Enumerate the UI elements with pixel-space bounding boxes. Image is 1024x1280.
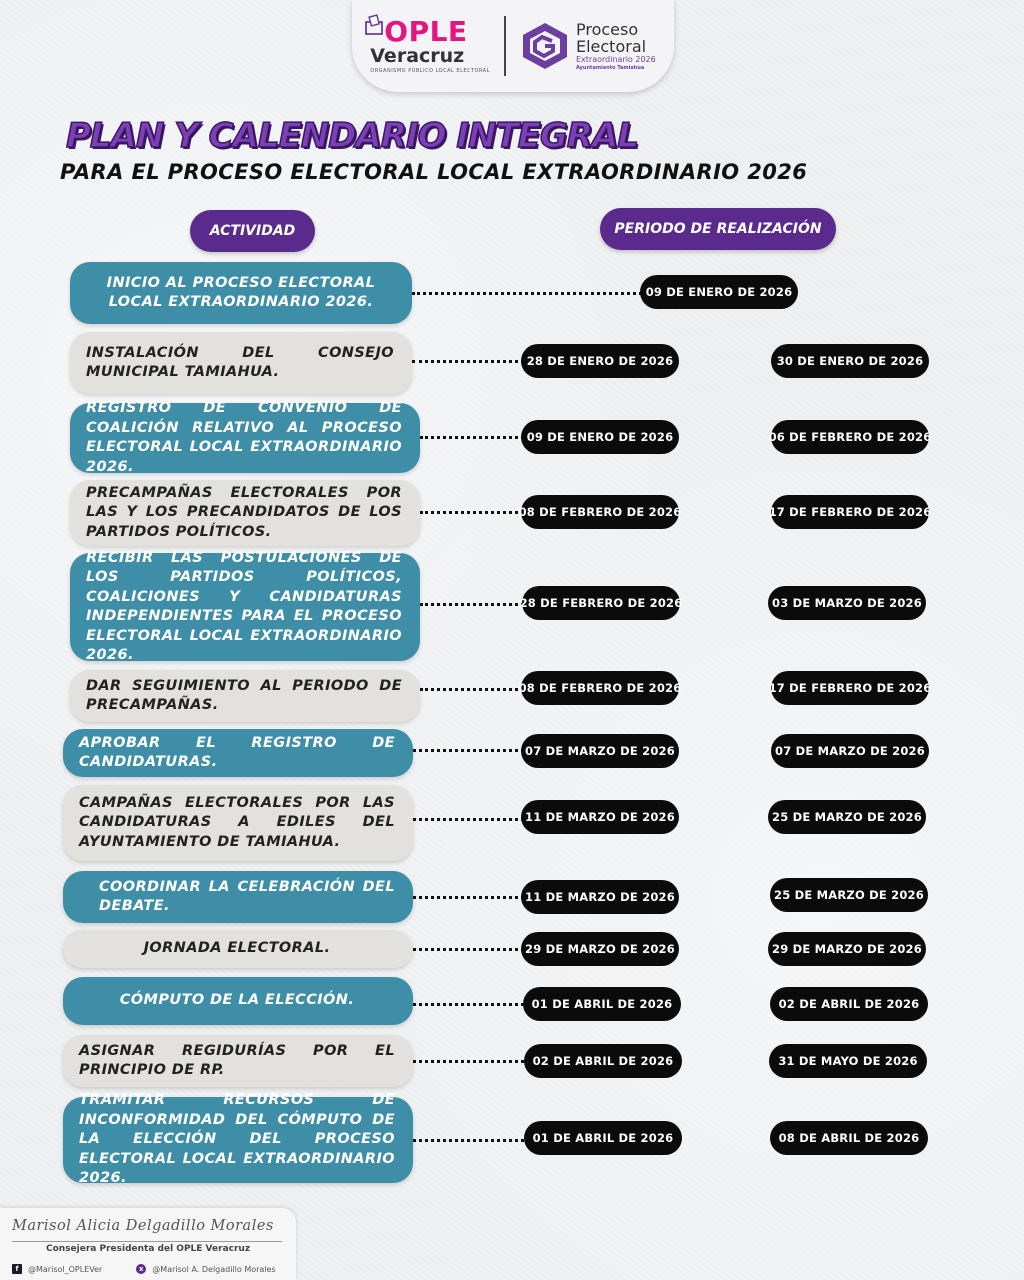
pe-line3: Extraordinario 2026 [575,54,656,64]
activity-row-2: REGISTRO DE CONVENIO DE COALICIÓN RELATIVO AL PROCESO ELECTORAL LOCAL EXTRAORDINARIO 2026. [70,403,420,473]
page-subtitle: PARA EL PROCESO ELECTORAL LOCAL EXTRAORDINARIO 2026 [60,160,808,184]
activity-row-0: INICIO AL PROCESO ELECTORAL LOCAL EXTRAORDINARIO 2026. [70,262,412,324]
ballot-box-icon [364,14,386,36]
activity-row-8: COORDINAR LA CELEBRACIÓN DEL DEBATE. [63,871,413,923]
ople-state: Veracruz [370,45,465,67]
activity-row-9: JORNADA ELECTORAL. [63,930,413,968]
date-start-row-6: 07 DE MARZO DE 2026 [521,734,679,768]
date-end-row-1: 30 DE ENERO DE 2026 [771,344,929,378]
proceso-electoral-emblem-icon [520,21,570,71]
logo-divider [504,16,506,76]
ople-word: OPLE [384,15,468,48]
date-start-row-2: 09 DE ENERO DE 2026 [521,420,679,454]
social-network-icon: x [136,1264,146,1274]
date-start-row-4: 28 DE FEBRERO DE 2026 [522,586,680,620]
date-start-row-8: 11 DE MARZO DE 2026 [521,880,679,914]
date-start-row-9: 29 DE MARZO DE 2026 [521,932,679,966]
pe-line2: Electoral [575,36,647,56]
date-end-row-8: 25 DE MARZO DE 2026 [770,878,928,912]
date-start-row-12: 01 DE ABRIL DE 2026 [524,1121,682,1155]
ople-tagline: ORGANISMO PÚBLICO LOCAL ELECTORAL [370,68,490,74]
date-start-row-7: 11 DE MARZO DE 2026 [521,800,679,834]
activity-row-11: ASIGNAR REGIDURÍAS POR EL PRINCIPIO DE RP. [63,1035,413,1087]
header-logo-pill [352,0,674,92]
date-start-row-3: 08 DE FEBRERO DE 2026 [521,495,679,529]
column-header-activity: ACTIVIDAD [190,210,315,252]
activity-row-3: PRECAMPAÑAS ELECTORALES POR LAS Y LOS PRECANDIDATOS DE LOS PARTIDOS POLÍTICOS. [70,480,420,546]
facebook-handle[interactable]: @Marisol_OPLEVer [28,1264,103,1274]
connector-row-4 [420,603,524,606]
signature-line [12,1241,282,1242]
date-end-row-2: 06 DE FEBRERO DE 2026 [771,420,929,454]
activity-row-7: CAMPAÑAS ELECTORALES POR LAS CANDIDATURAS A EDILES DEL AYUNTAMIENTO DE TAMIAHUA. [63,785,413,861]
connector-row-10 [413,1003,524,1006]
date-end-row-11: 31 DE MAYO DE 2026 [769,1044,927,1078]
connector-row-11 [413,1060,524,1063]
connector-row-8 [413,896,524,899]
ople-logo [370,15,490,74]
page-title: PLAN Y CALENDARIO INTEGRAL [66,116,638,156]
signature-name: Marisol Alicia Delgadillo Morales [12,1218,274,1234]
date-start-row-1: 28 DE ENERO DE 2026 [521,344,679,378]
date-start-row-5: 08 DE FEBRERO DE 2026 [521,671,679,705]
activity-row-6: APROBAR EL REGISTRO DE CANDIDATURAS. [63,729,413,777]
signature-card [0,1208,296,1280]
date-end-row-5: 17 DE FEBRERO DE 2026 [771,671,929,705]
activity-row-5: DAR SEGUIMIENTO AL PERIODO DE PRECAMPAÑAS. [70,670,420,722]
connector-row-9 [413,948,524,951]
connector-row-7 [413,818,524,821]
date-start-row-11: 02 DE ABRIL DE 2026 [524,1044,682,1078]
social-links [12,1264,276,1274]
date-start-row-0: 09 DE ENERO DE 2026 [640,275,798,309]
activity-row-10: CÓMPUTO DE LA ELECCIÓN. [63,977,413,1025]
connector-row-5 [420,688,524,691]
connector-row-2 [420,436,524,439]
date-end-row-7: 25 DE MARZO DE 2026 [768,800,926,834]
date-end-row-12: 08 DE ABRIL DE 2026 [770,1121,928,1155]
social-handle[interactable]: @Marisol A. Delgadillo Morales [152,1264,276,1274]
pe-line4: Ayuntamiento Tamiahua [575,64,645,71]
activity-row-1: INSTALACIÓN DEL CONSEJO MUNICIPAL TAMIAHUA. [70,332,412,394]
facebook-icon: f [12,1264,22,1274]
activity-row-12: TRAMITAR RECURSOS DE INCONFORMIDAD DEL CÓMPUTO DE LA ELECCIÓN DEL PROCESO ELECTORAL LOCAL EXTRAORDINARIO 2026. [63,1097,413,1183]
proceso-electoral-logo [520,21,656,72]
date-start-row-10: 01 DE ABRIL DE 2026 [523,987,681,1021]
signature-role: Consejera Presidenta del OPLE Veracruz [46,1244,251,1254]
connector-row-12 [413,1139,524,1142]
connector-row-3 [420,511,524,514]
date-end-row-6: 07 DE MARZO DE 2026 [771,734,929,768]
column-header-period: PERIODO DE REALIZACIÓN [600,208,836,250]
pe-line1: Proceso [575,19,639,39]
activity-row-4: RECIBIR LAS POSTULACIONES DE LOS PARTIDOS POLÍTICOS, COALICIONES Y CANDIDATURAS INDEPENDIENTES PARA EL PROCESO ELECTORAL LOCAL EXTRAORDINARIO 2026. [70,553,420,661]
date-end-row-10: 02 DE ABRIL DE 2026 [770,987,928,1021]
connector-row-1 [412,360,524,363]
connector-row-0 [412,292,642,295]
date-end-row-3: 17 DE FEBRERO DE 2026 [771,495,929,529]
date-end-row-4: 03 DE MARZO DE 2026 [768,586,926,620]
connector-row-6 [413,749,524,752]
date-end-row-9: 29 DE MARZO DE 2026 [768,932,926,966]
